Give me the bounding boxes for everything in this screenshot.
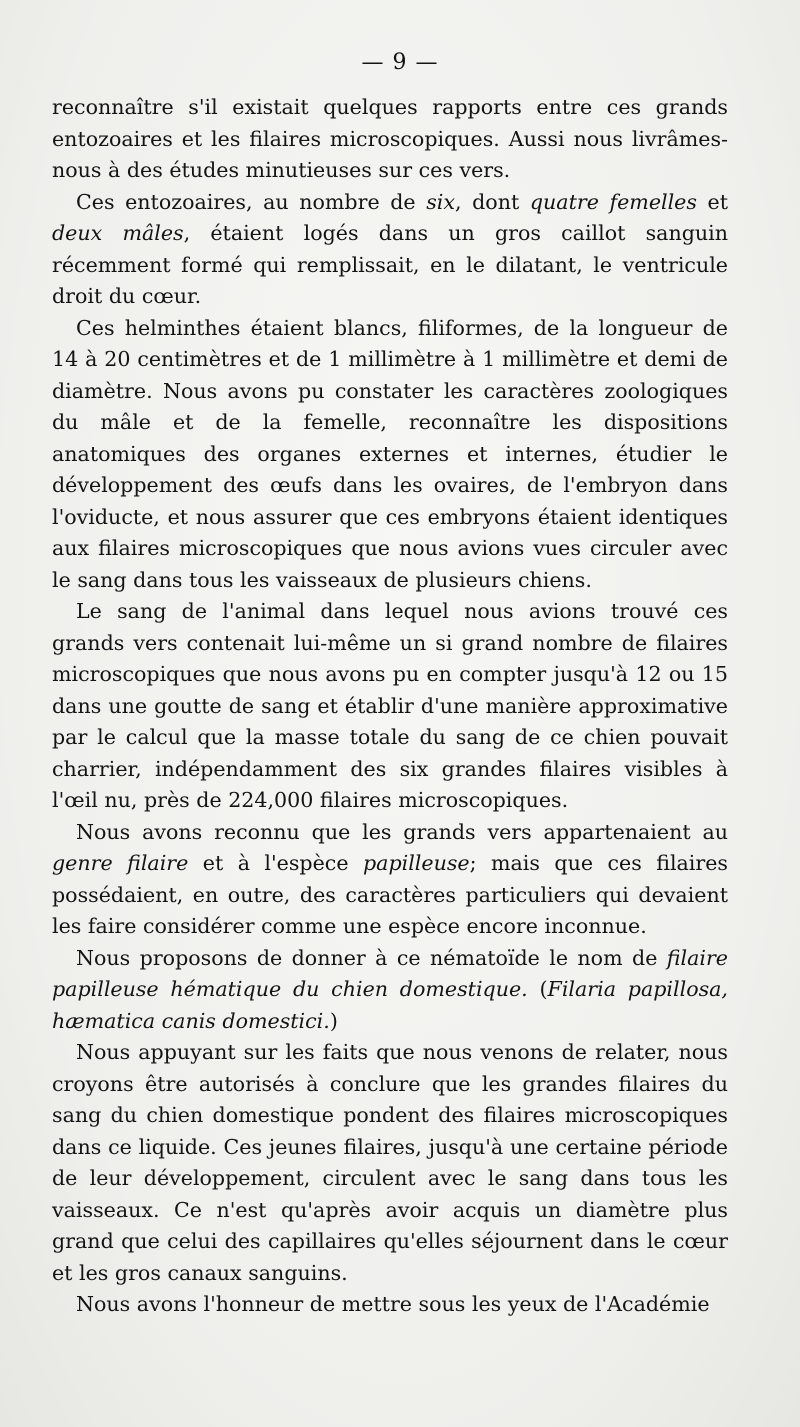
paragraph — [52, 313, 728, 597]
page-number: — 9 — — [361, 50, 439, 75]
paragraph — [52, 596, 728, 817]
italic-text: papilleuse — [362, 851, 470, 875]
text-run: Nous appuyant sur les faits que nous venons de relater, nous croyons être autorisés à conclure que les grandes filaires du sang du chien domestique pondent des filaires microscopiques dans ce liquide. Ces jeunes filaires, jusqu'à une certaine période de leur développement, circulent avec le sang dans tous les vaisseaux. Ce n'est qu'après avoir acquis un diamètre plus grand que celui des capillaires qu'elles séjournent dans le cœur et les gros canaux sanguins. — [52, 1040, 728, 1285]
text-run: Nous avons l'honneur de mettre sous les yeux de l'Académie — [76, 1292, 710, 1316]
italic-text: six — [426, 189, 455, 214]
text-run: et à l'espèce — [188, 851, 363, 875]
italic-text: deux mâles — [52, 221, 184, 245]
text-run: Ces helminthes étaient blancs, filiformes, de la longueur de 14 à 20 centimètres et de 1 millimètre à 1 millimètre et demi de diamètre. Nous avons pu constater les caractères zoologiques du mâle et de la femelle, reconnaître les dispositions anatomiques des organes externes et internes, étudier le développement des œufs dans les ovaires, de l'embryon dans l'oviducte, et nous assurer que ces embryons étaient identiques aux filaires microscopiques que nous avions vues circuler avec le sang dans tous les vaisseaux de plusieurs chiens. — [52, 315, 728, 592]
text-run: , dont — [454, 189, 530, 214]
italic-text: genre filaire — [52, 851, 189, 875]
body-text — [52, 92, 728, 1321]
text-run: Le sang de l'animal dans lequel nous avions trouvé ces grands vers contenait lui-même un si grand nombre de filaires microscopiques que nous avons pu en compter jusqu'à 12 ou 15 dans une goutte de sang et établir d'une manière approximative par le calcul que la masse totale du sang de ce chien pouvait charrier, indépendamment des six grandes filaires visibles à l'œil nu, près de 224,000 filaires microscopiques. — [52, 599, 728, 812]
text-run: Ces entozoaires, au nombre de — [76, 189, 427, 214]
paragraph — [52, 817, 728, 943]
text-run: reconnaître s'il existait quelques rapports entre ces grands entozoaires et les filaires microscopiques. Aussi nous livrâmes-nous à des études minutieuses sur ces vers. — [52, 95, 728, 182]
text-run: Nous avons reconnu que les grands vers appartenaient au — [76, 819, 728, 844]
text-run: ; mais que ces filaires possédaient, en outre, des caractères particuliers qui devaient les faire considérer comme une espèce encore inconnue. — [52, 851, 728, 938]
italic-text: filaire papilleuse hématique du chien domestique. — [52, 945, 728, 1001]
paragraph — [52, 1289, 728, 1321]
italic-text: quatre femelles — [529, 189, 697, 214]
text-run: ) — [329, 1008, 338, 1033]
text-run: et — [696, 189, 729, 214]
text-run: ( — [527, 977, 548, 1001]
paragraph — [52, 187, 728, 313]
paragraph — [52, 943, 728, 1038]
paragraph — [52, 1037, 728, 1289]
text-run: Nous proposons de donner à ce nématoïde le nom de — [76, 945, 667, 970]
paragraph — [52, 92, 728, 187]
italic-text: Filaria papillosa, hæmatica canis domestici. — [52, 977, 728, 1033]
text-run: , étaient logés dans un gros caillot sanguin récemment formé qui remplissait, en le dilatant, le ventricule droit du cœur. — [52, 221, 728, 308]
